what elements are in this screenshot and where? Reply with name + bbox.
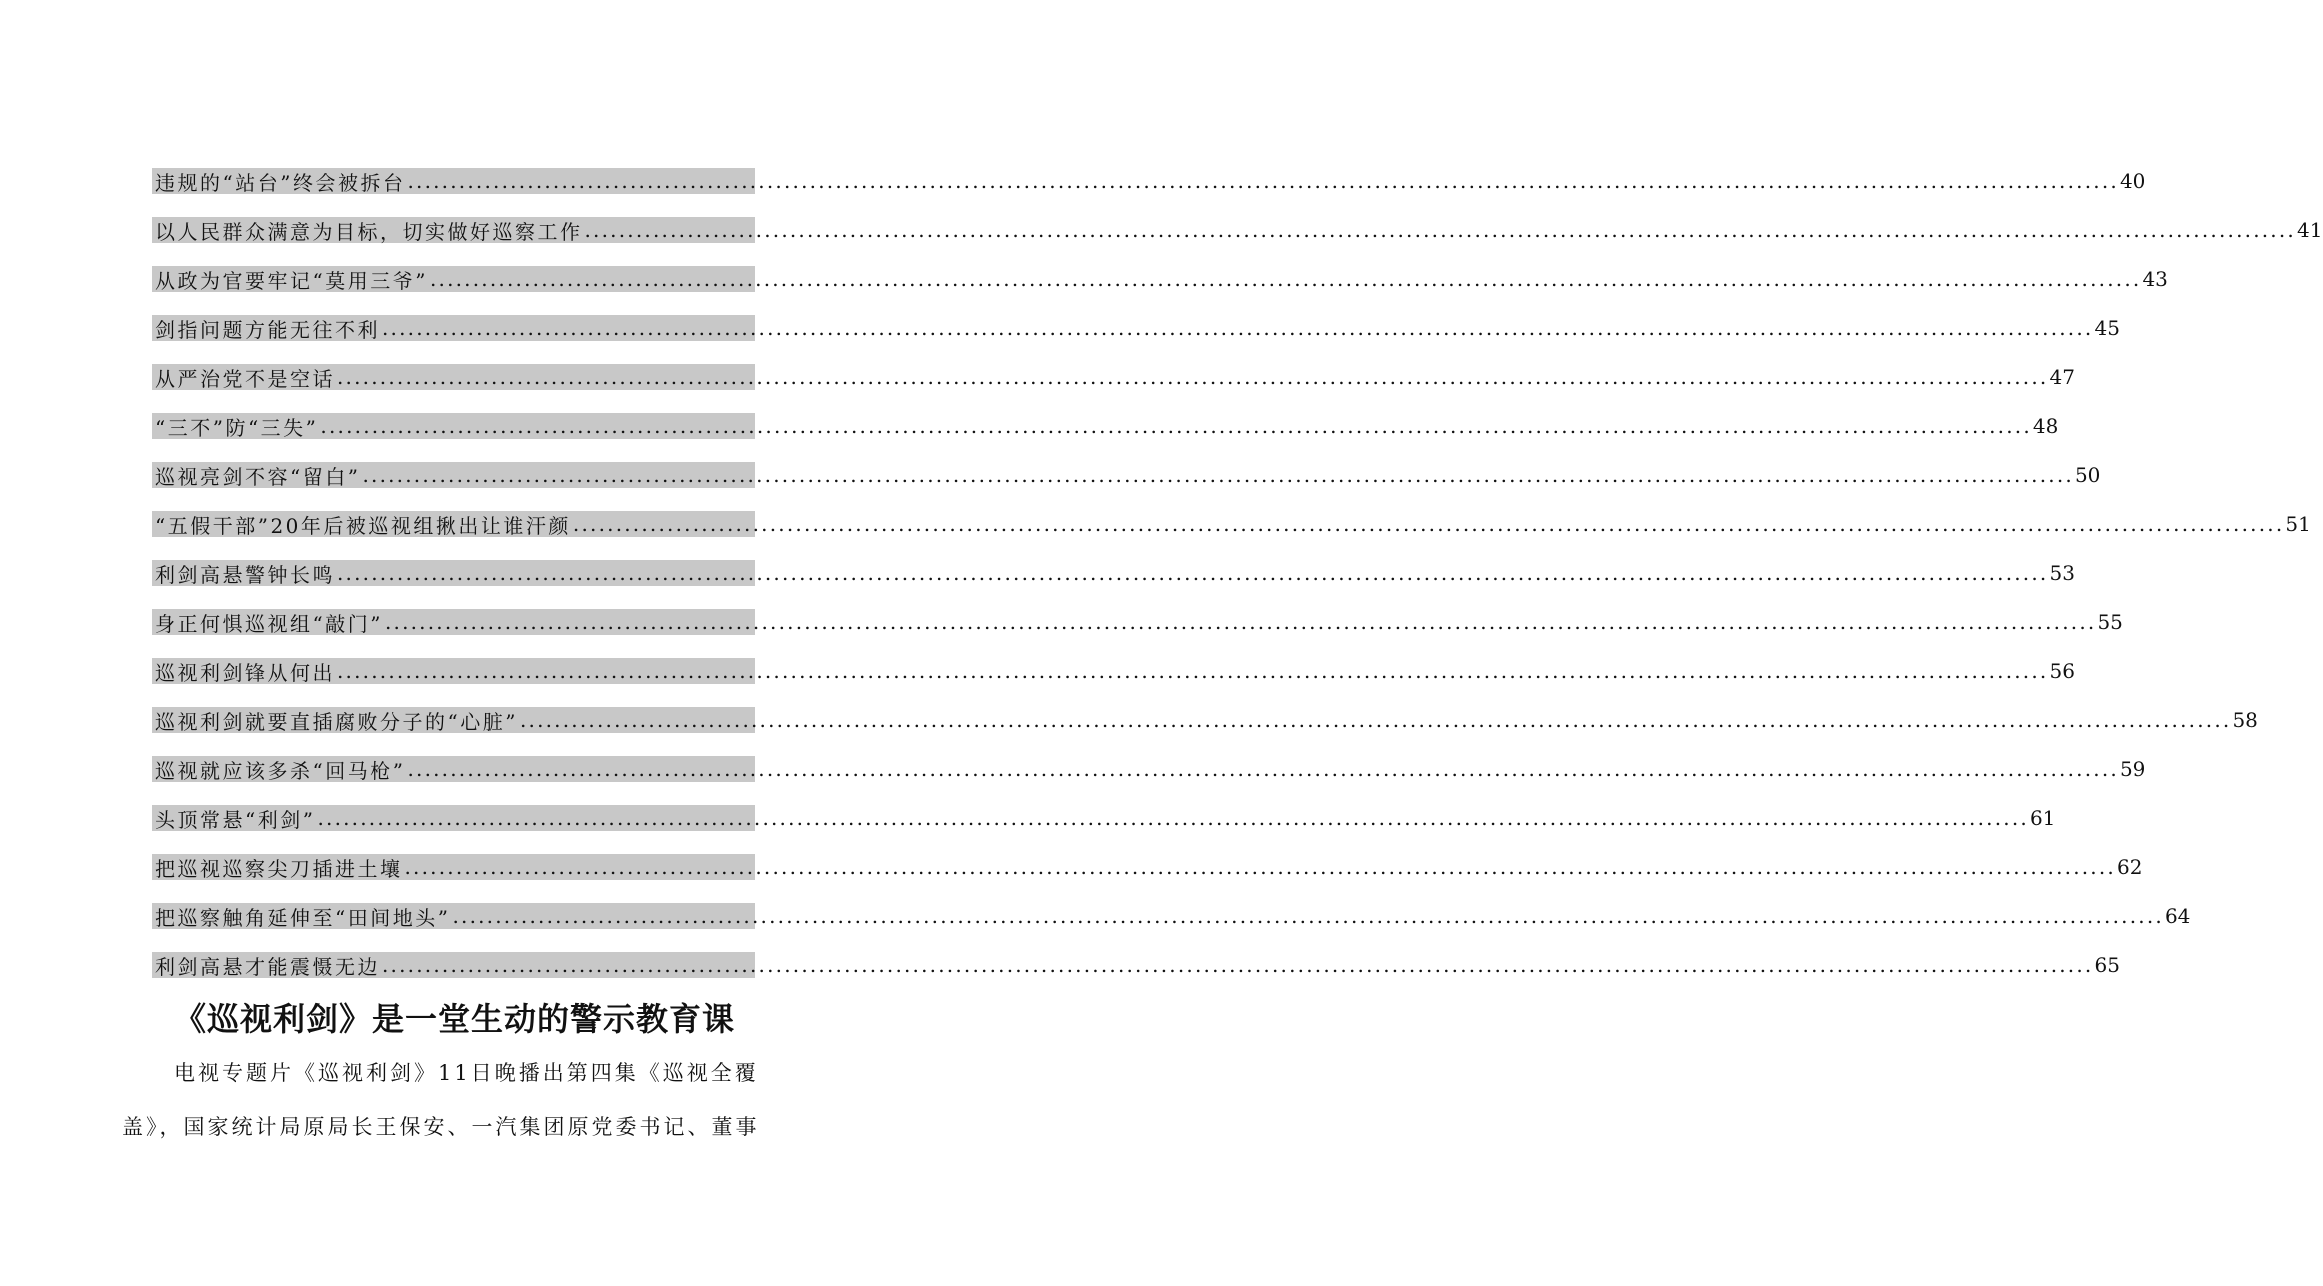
toc-entry-page: 61 bbox=[2029, 806, 2056, 830]
toc-entry-page: 47 bbox=[2049, 365, 2075, 389]
toc-entry[interactable] bbox=[152, 217, 2323, 244]
toc-leader-dots: ........................................................................................................................................................................................................ bbox=[337, 365, 2049, 389]
toc-entry-title: 剑指问题方能无往不利 bbox=[155, 317, 380, 342]
toc-entry-title: 违规的“站台”终会被拆台 bbox=[155, 170, 406, 195]
toc-leader-dots: ........................................................................................................................................................................................................ bbox=[362, 463, 2074, 487]
toc-entry[interactable] bbox=[152, 560, 2075, 587]
toc-leader-dots: ........................................................................................................................................................................................................ bbox=[429, 267, 2142, 291]
toc-entry-page: 41 bbox=[2296, 218, 2323, 242]
toc-entry-title: “五假干部”20年后被巡视组揪出让谁汗颜 bbox=[155, 513, 571, 538]
toc-leader-dots: ........................................................................................................................................................................................................ bbox=[584, 218, 2296, 242]
toc-entry-page: 62 bbox=[2116, 855, 2143, 879]
article-paragraph: 电视专题片《巡视利剑》11日晚播出第四集《巡视全覆盖》，国家统计局原局长王保安、一汽集团原党委书记、董事 bbox=[122, 1061, 760, 1139]
toc-entry-title: 把巡视巡察尖刀插进土壤 bbox=[155, 856, 403, 881]
toc-entry-title: 利剑高悬才能震慑无边 bbox=[155, 954, 380, 979]
toc-entry-page: 45 bbox=[2094, 316, 2120, 340]
toc-entry-title: 把巡察触角延伸至“田间地头” bbox=[155, 905, 451, 930]
toc-entry[interactable] bbox=[152, 413, 2059, 440]
toc-entry-title: 巡视利剑锋从何出 bbox=[155, 660, 335, 685]
toc-entry[interactable] bbox=[152, 462, 2101, 489]
toc-entry[interactable] bbox=[152, 609, 2123, 636]
toc-leader-dots: ........................................................................................................................................................................................................ bbox=[452, 904, 2164, 928]
toc-leader-dots: ........................................................................................................................................................................................................ bbox=[317, 806, 2029, 830]
toc-entry-title: 身正何惧巡视组“敲门” bbox=[155, 611, 383, 636]
toc-entry[interactable] bbox=[152, 952, 2120, 979]
toc-entry-title: 从政为官要牢记“莫用三爷” bbox=[155, 268, 428, 293]
toc-leader-dots: ........................................................................................................................................................................................................ bbox=[382, 953, 2094, 977]
toc-leader-dots: ........................................................................................................................................................................................................ bbox=[320, 414, 2032, 438]
toc-entry[interactable] bbox=[152, 266, 2168, 293]
toc-entry[interactable] bbox=[152, 511, 2311, 538]
toc-entry-title: 从严治党不是空话 bbox=[155, 366, 335, 391]
toc-entry-title: 巡视就应该多杀“回马枪” bbox=[155, 758, 406, 783]
toc-entry-page: 53 bbox=[2049, 561, 2075, 585]
article-heading: 《巡视利剑》是一堂生动的警示教育课 bbox=[173, 1000, 735, 1038]
toc-entry-page: 55 bbox=[2097, 610, 2123, 634]
toc-entry[interactable] bbox=[152, 364, 2075, 391]
toc-entry-page: 51 bbox=[2285, 512, 2311, 536]
toc-entry-title: 巡视利剑就要直插腐败分子的“心脏” bbox=[155, 709, 518, 734]
toc-leader-dots: ........................................................................................................................................................................................................ bbox=[407, 757, 2119, 781]
toc-leader-dots: ........................................................................................................................................................................................................ bbox=[382, 316, 2094, 340]
toc-entry[interactable] bbox=[152, 168, 2146, 195]
toc-entry-page: 64 bbox=[2164, 904, 2191, 928]
toc-entry[interactable] bbox=[152, 805, 2056, 832]
toc-entry-title: 巡视亮剑不容“留白” bbox=[155, 464, 361, 489]
toc-entry-page: 50 bbox=[2074, 463, 2101, 487]
toc-entry-page: 48 bbox=[2032, 414, 2059, 438]
toc-entry-page: 40 bbox=[2119, 169, 2146, 193]
toc-entry-page: 58 bbox=[2232, 708, 2258, 732]
toc-entry[interactable] bbox=[152, 756, 2146, 783]
toc-entry[interactable] bbox=[152, 658, 2075, 685]
toc-entry-page: 43 bbox=[2142, 267, 2168, 291]
toc-entry-title: “三不”防“三失” bbox=[155, 415, 319, 440]
toc-entry-page: 65 bbox=[2094, 953, 2120, 977]
toc-leader-dots: ........................................................................................................................................................................................................ bbox=[572, 512, 2285, 536]
toc-leader-dots: ........................................................................................................................................................................................................ bbox=[404, 855, 2116, 879]
toc-entry[interactable] bbox=[152, 854, 2143, 881]
toc-entry-title: 利剑高悬警钟长鸣 bbox=[155, 562, 335, 587]
toc-entry[interactable] bbox=[152, 315, 2120, 342]
table-of-contents bbox=[152, 168, 2323, 979]
toc-leader-dots: ........................................................................................................................................................................................................ bbox=[384, 610, 2097, 634]
toc-entry-title: 以人民群众满意为目标，切实做好巡察工作 bbox=[155, 219, 583, 244]
toc-leader-dots: ........................................................................................................................................................................................................ bbox=[407, 169, 2119, 193]
toc-leader-dots: ........................................................................................................................................................................................................ bbox=[337, 561, 2049, 585]
toc-entry-page: 56 bbox=[2049, 659, 2075, 683]
toc-leader-dots: ........................................................................................................................................................................................................ bbox=[337, 659, 2049, 683]
toc-entry[interactable] bbox=[152, 903, 2191, 930]
toc-entry[interactable] bbox=[152, 707, 2258, 734]
toc-entry-page: 59 bbox=[2119, 757, 2146, 781]
toc-entry-title: 头顶常悬“利剑” bbox=[155, 807, 316, 832]
toc-leader-dots: ........................................................................................................................................................................................................ bbox=[519, 708, 2232, 732]
